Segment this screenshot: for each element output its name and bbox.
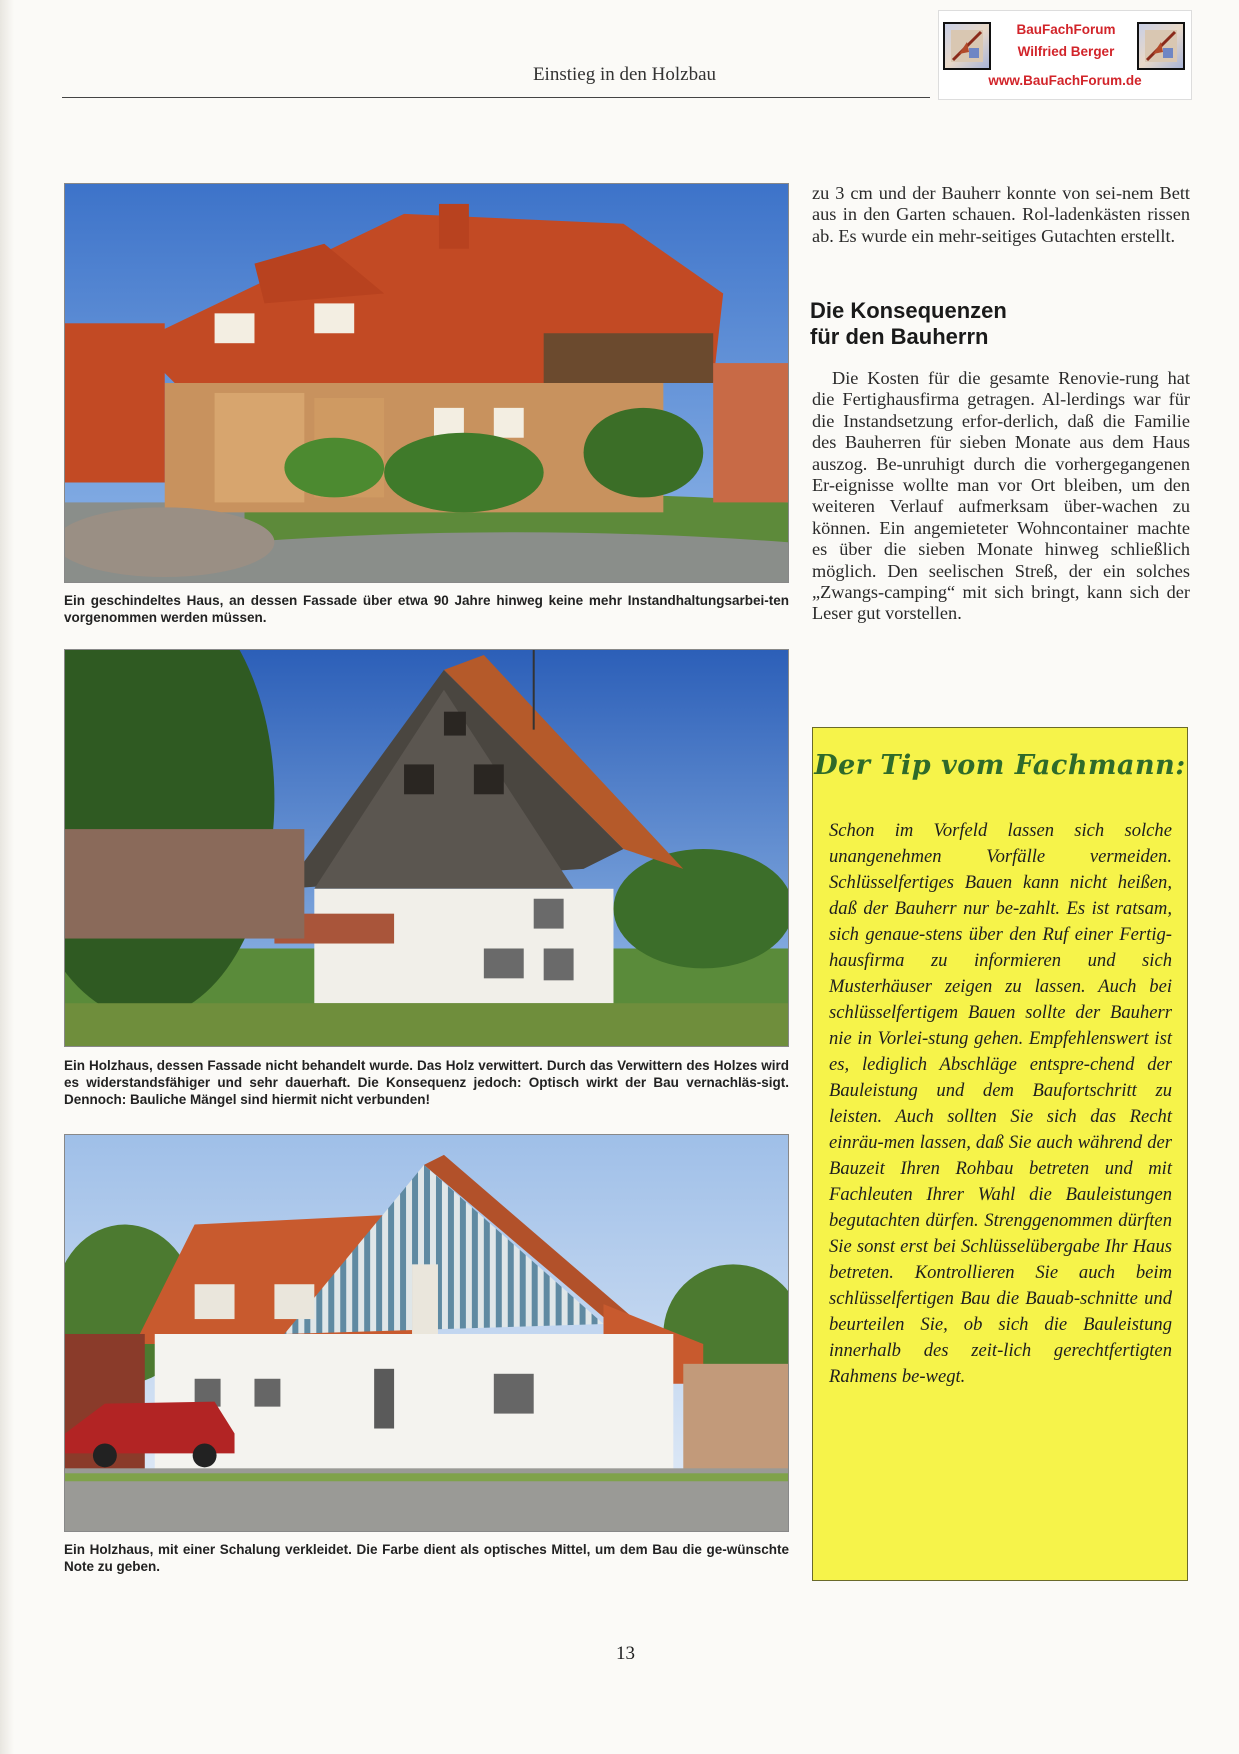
photo-weathered-house	[64, 649, 789, 1047]
forum-name: BauFachForum Wilfried Berger	[1016, 22, 1116, 59]
scan-edge-shadow	[0, 0, 14, 1754]
article-intro: zu 3 cm und der Bauherr konnte von sei-nem Bett aus in den Garten schauen. Rol-ladenkästen rissen ab. Es wurde ein mehr-seitiges Gutachten erstellt.	[812, 183, 1190, 246]
forum-badge[interactable]	[938, 10, 1192, 100]
photo-cladded-house	[64, 1134, 789, 1532]
figure-caption: Ein Holzhaus, dessen Fassade nicht behandelt wurde. Das Holz verwittert. Durch das Verwittern des Holzes wird es widerstandsfähiger und sehr dauerhaft. Die Konsequenz jedoch: Optisch wirkt der Bau vernachläs-sigt. Dennoch: Bauliche Mängel sind hiermit nicht verbunden!	[64, 1058, 789, 1107]
tip-box	[812, 727, 1188, 1581]
forum-logo-icon	[1137, 22, 1185, 70]
page-number: 13	[616, 1643, 635, 1664]
section-heading: Die Konsequenzen für den Bauherrn	[810, 298, 1007, 349]
photo-shingled-house	[64, 183, 789, 583]
forum-logo-icon	[943, 22, 991, 70]
header-rule	[62, 97, 930, 98]
figure-caption: Ein Holzhaus, mit einer Schalung verkleidet. Die Farbe dient als optisches Mittel, um dem Bau die ge-wünschte Note zu geben.	[64, 1542, 789, 1574]
forum-url-link[interactable]: www.BauFachForum.de	[988, 73, 1142, 88]
running-head: Einstieg in den Holzbau	[532, 64, 717, 85]
tip-title: Der Tip vom Fachmann:	[814, 750, 1186, 781]
figure-caption: Ein geschindeltes Haus, an dessen Fassade über etwa 90 Jahre hinweg keine mehr Instandhaltungsarbei-ten vorgenommen werden müssen.	[64, 593, 789, 625]
tip-body: Schon im Vorfeld lassen sich solche unangenehmen Vorfälle vermeiden. Schlüsselfertiges Bauen kann nicht heißen, daß der Bauherr nur be-zahlt. Es ist ratsam, sich genaue-stens über den Ruf einer Fertig-hausfirma zu informieren und sich Musterhäuser zeigen zu lassen. Auch bei schlüsselfertigem Bauen sollte der Bauherr nie in Vorlei-stung gehen. Empfehlenswert ist es, lediglich Abschläge entspre-chend der Bauleistung und dem Baufortschritt zu leisten. Auch sollten Sie sich das Recht einräu-men lassen, daß Sie auch während der Bauzeit Ihren Rohbau betreten und mit Fachleuten Ihrer Wahl die Bauleistungen begutachten dürfen. Strenggenommen dürften Sie sonst erst bei Schlüsselübergabe Ihr Haus betreten. Kontrollieren Sie auch beim schlüsselfertigen Bau die Bauab-schnitte und beurteilen Sie, ob sich die Bauleistung innerhalb des zeit-lich gerechtfertigten Rahmens be-wegt.	[829, 820, 1172, 1387]
article-body: Die Kosten für die gesamte Renovie-rung hat die Fertighausfirma getragen. Al-lerdings war für die Instandsetzung erfor-derlich, daß die Familie des Bauherren für sieben Monate aus dem Haus auszog. Be-unruhigt durch die vorhergegangenen Er-eignisse wollte man vor Ort bleiben, um den weiteren Verlauf aufmerksam über-wachen zu können. Ein angemieteter Wohncontainer machte es über die sieben Monate hinweg schließlich möglich. Den seelischen Streß, der ein solches „Zwangs-camping“ mit sich bringt, kann sich der Leser gut vorstellen.	[812, 368, 1190, 624]
